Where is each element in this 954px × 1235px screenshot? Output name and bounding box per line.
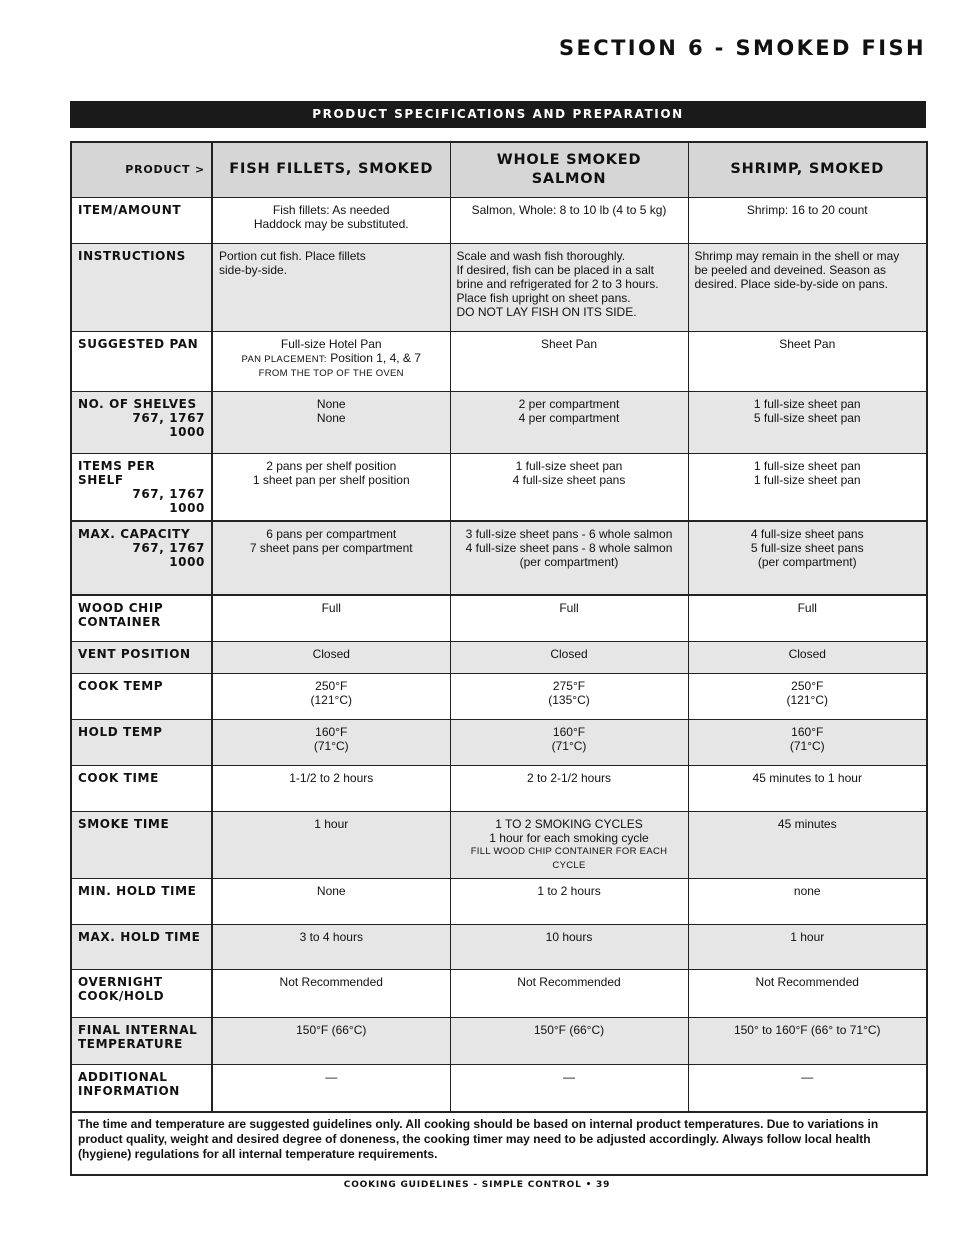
cell: 150° to 160°F (66° to 71°C) — [688, 1018, 927, 1065]
column-header-whole-salmon: WHOLE SMOKED SALMON — [450, 142, 688, 197]
row-label — [71, 1018, 212, 1065]
header-row — [71, 142, 927, 197]
cell: — — [212, 1065, 450, 1112]
cell — [212, 331, 450, 391]
cell: 1 hour — [688, 925, 927, 970]
cell — [450, 521, 688, 595]
row-smoke-time — [71, 812, 927, 879]
row-label-main: CONTAINER — [78, 614, 161, 629]
cell — [212, 391, 450, 453]
cell-line: 250°F — [315, 679, 348, 693]
cell — [212, 453, 450, 521]
row-no-of-shelves — [71, 391, 927, 453]
cell — [212, 720, 450, 766]
cell: Not Recommended — [688, 970, 927, 1018]
cell-line: Scale and wash fish thoroughly. — [456, 248, 626, 263]
cell-line: DO NOT LAY FISH ON ITS SIDE. — [456, 304, 637, 319]
cell: none — [688, 879, 927, 925]
cell: Full — [688, 595, 927, 642]
cell-line: None — [316, 396, 346, 411]
cell-line: (71°C) — [789, 739, 825, 753]
row-label: COOK TEMP — [71, 674, 212, 720]
cell: 1-1/2 to 2 hours — [212, 766, 450, 812]
cell: Full — [450, 595, 688, 642]
cell-line: 1 full-size sheet pan — [753, 458, 861, 473]
row-label-main: INFORMATION — [78, 1084, 180, 1098]
row-label — [71, 595, 212, 642]
row-vent-position — [71, 642, 927, 674]
row-label — [71, 453, 212, 521]
row-label: VENT POSITION — [71, 642, 212, 674]
cell-line: 160°F — [315, 725, 348, 739]
cell-line: None — [316, 410, 346, 425]
cell-line: (per compartment) — [757, 554, 857, 569]
cell: Sheet Pan — [688, 331, 927, 391]
cell: Shrimp: 16 to 20 count — [688, 197, 927, 243]
cell-line: (71°C) — [313, 739, 349, 753]
cell-line: 4 full-size sheet pans - 8 whole salmon — [465, 540, 673, 555]
cell: 3 to 4 hours — [212, 925, 450, 970]
column-header-shrimp: SHRIMP, SMOKED — [688, 142, 927, 197]
cell — [450, 720, 688, 766]
cell — [688, 391, 927, 453]
spec-table — [70, 141, 928, 1176]
row-final-internal-temperature — [71, 1018, 927, 1065]
cell-line: 3 full-size sheet pans - 6 whole salmon — [465, 526, 673, 541]
row-suggested-pan — [71, 331, 927, 391]
row-label: INSTRUCTIONS — [71, 243, 212, 331]
row-label-sub: 1000 — [169, 424, 205, 439]
row-label-main: TEMPERATURE — [78, 1037, 183, 1051]
cell-line: 1 hour for each smoking cycle — [489, 831, 649, 845]
row-hold-temp — [71, 720, 927, 766]
cell — [450, 674, 688, 720]
cell-line: Place fish upright on sheet pans. — [456, 290, 631, 305]
row-label-sub: 1000 — [169, 500, 205, 515]
row-label: COOK TIME — [71, 766, 212, 812]
cell: 10 hours — [450, 925, 688, 970]
cell: Closed — [688, 642, 927, 674]
row-label: SUGGESTED PAN — [71, 331, 212, 391]
cell — [688, 243, 927, 331]
cell: — — [688, 1065, 927, 1112]
cell: 1 hour — [212, 812, 450, 879]
row-label-sub: 1000 — [169, 554, 205, 569]
cell-line: (121°C) — [786, 693, 828, 707]
row-label — [71, 970, 212, 1018]
cell-line: Portion cut fish. Place fillets — [219, 248, 366, 263]
guidelines-note: The time and temperature are suggested guidelines only. All cooking should be based on internal product temperatures. Due to variations in product quality, weight and desired degree of doneness, the cooking timer may need to be adjusted accordingly. Always follow local health (hygiene) regulations for all internal temperature requirements. — [71, 1112, 927, 1175]
cell-line: 275°F — [552, 679, 586, 693]
row-label-main: ADDITIONAL — [78, 1070, 168, 1084]
cell — [688, 720, 927, 766]
cell — [688, 521, 927, 595]
cell-line: side-by-side. — [219, 262, 288, 277]
row-min-hold-time — [71, 879, 927, 925]
cell — [212, 243, 450, 331]
row-label: MAX. HOLD TIME — [71, 925, 212, 970]
row-label — [71, 1065, 212, 1112]
row-instructions — [71, 243, 927, 331]
cell — [212, 197, 450, 243]
cell-line: (per compartment) — [519, 554, 619, 569]
cell: 2 to 2-1/2 hours — [450, 766, 688, 812]
cell-line: 160°F — [552, 725, 586, 739]
row-cook-time — [71, 766, 927, 812]
row-label: ITEM/AMOUNT — [71, 197, 212, 243]
row-max-hold-time — [71, 925, 927, 970]
cell-line: brine and refrigerated for 2 to 3 hours. — [456, 276, 659, 291]
row-label-sub: 767, 1767 — [132, 540, 205, 555]
cell: None — [212, 879, 450, 925]
cell — [688, 453, 927, 521]
cell: Full — [212, 595, 450, 642]
cell-line: Full-size Hotel Pan — [280, 336, 382, 351]
row-label-main: FINAL INTERNAL — [78, 1023, 198, 1037]
section-banner: PRODUCT SPECIFICATIONS AND PREPARATION — [70, 101, 926, 128]
row-item-amount — [71, 197, 927, 243]
cell-line: Shrimp may remain in the shell or may — [694, 248, 900, 263]
cell-line — [219, 351, 444, 367]
cell: Sheet Pan — [450, 331, 688, 391]
page-footer: COOKING GUIDELINES - SIMPLE CONTROL • 39 — [343, 1180, 611, 1190]
cell: 150°F (66°C) — [212, 1018, 450, 1065]
cell-line: 5 full-size sheet pan — [753, 410, 861, 425]
row-label-main: COOK/HOLD — [78, 989, 165, 1003]
cell — [688, 674, 927, 720]
page-title: SECTION 6 - SMOKED FISH — [558, 36, 926, 60]
cell-line: 2 per compartment — [518, 396, 620, 411]
cell-line: 4 full-size sheet pans — [750, 526, 864, 541]
cell-line: 7 sheet pans per compartment — [249, 540, 413, 555]
cell-line: (71°C) — [551, 739, 587, 753]
row-overnight-cook-hold — [71, 970, 927, 1018]
cell-line: be peeled and deveined. Season as — [694, 262, 886, 277]
cell-line: 2 pans per shelf position — [266, 458, 397, 473]
cell: 45 minutes to 1 hour — [688, 766, 927, 812]
row-wood-chip-container — [71, 595, 927, 642]
row-label: HOLD TEMP — [71, 720, 212, 766]
cell-line: 1 full-size sheet pan — [753, 472, 861, 487]
cell: Closed — [450, 642, 688, 674]
cell — [212, 521, 450, 595]
cell-line: 1 full-size sheet pan — [515, 458, 623, 473]
row-label-main: OVERNIGHT — [78, 975, 163, 989]
cell — [450, 391, 688, 453]
cell: 1 to 2 hours — [450, 879, 688, 925]
row-label-main: MAX. CAPACITY — [78, 526, 191, 541]
cell-line: 1 sheet pan per shelf position — [252, 472, 410, 487]
cell-line: 4 full-size sheet pans — [512, 472, 626, 487]
cell-line: Haddock may be substituted. — [253, 216, 409, 231]
cell: Not Recommended — [212, 970, 450, 1018]
row-label — [71, 391, 212, 453]
cell-line: 1 full-size sheet pan — [753, 396, 861, 411]
pan-placement-value: Position 1, 4, & 7 — [326, 350, 421, 365]
row-label-sub: 767, 1767 — [132, 410, 205, 425]
cell-line: FILL WOOD CHIP CONTAINER FOR EACH CYCLE — [470, 846, 668, 871]
cell — [450, 453, 688, 521]
pan-placement-label: PAN PLACEMENT: — [241, 353, 327, 365]
cell-line: (121°C) — [310, 693, 352, 707]
row-max-capacity — [71, 521, 927, 595]
cell — [450, 812, 688, 879]
cell: 150°F (66°C) — [450, 1018, 688, 1065]
cell-line: 1 TO 2 SMOKING CYCLES — [495, 817, 643, 831]
row-label-main: NO. OF SHELVES — [78, 396, 197, 411]
row-cook-temp — [71, 674, 927, 720]
cell: 45 minutes — [688, 812, 927, 879]
row-label — [71, 521, 212, 595]
row-additional-information — [71, 1065, 927, 1112]
cell-line: FROM THE TOP OF THE OVEN — [258, 367, 404, 379]
column-header-fish-fillets: FISH FILLETS, SMOKED — [212, 142, 450, 197]
row-label: MIN. HOLD TIME — [71, 879, 212, 925]
row-label-main: WOOD CHIP — [78, 600, 164, 615]
cell-line: (135°C) — [548, 693, 590, 707]
cell-line: Fish fillets: As needed — [272, 202, 390, 217]
guidelines-note-row — [71, 1112, 927, 1175]
cell-line: 6 pans per compartment — [266, 526, 397, 541]
row-label-main: ITEMS PER SHELF — [78, 458, 156, 487]
cell-line: 160°F — [791, 725, 824, 739]
cell: Closed — [212, 642, 450, 674]
cell-line: If desired, fish can be placed in a salt — [456, 262, 654, 277]
product-label: PRODUCT > — [71, 142, 212, 197]
cell-line: 5 full-size sheet pans — [750, 540, 864, 555]
cell-line: 250°F — [791, 679, 824, 693]
row-label: SMOKE TIME — [71, 812, 212, 879]
row-items-per-shelf — [71, 453, 927, 521]
cell: — — [450, 1065, 688, 1112]
cell — [212, 674, 450, 720]
cell: Not Recommended — [450, 970, 688, 1018]
cell-line: desired. Place side-by-side on pans. — [694, 276, 888, 291]
row-label-sub: 767, 1767 — [132, 486, 205, 501]
cell — [450, 243, 688, 331]
cell: Salmon, Whole: 8 to 10 lb (4 to 5 kg) — [450, 197, 688, 243]
cell-line: 4 per compartment — [518, 410, 620, 425]
